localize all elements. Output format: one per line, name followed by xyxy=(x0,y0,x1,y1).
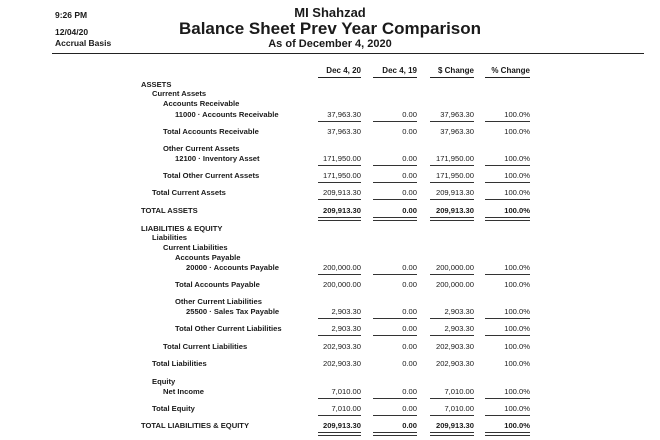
value-prior: 0.00 xyxy=(402,127,417,136)
value-current: 2,903.30 xyxy=(331,307,361,316)
subtotal-underline xyxy=(318,199,361,200)
row-label: Equity xyxy=(152,377,176,386)
value-dollar-change: 200,000.00 xyxy=(435,263,474,272)
row-label: Total Other Current Assets xyxy=(163,171,260,180)
table-row xyxy=(0,171,660,181)
row-label: TOTAL ASSETS xyxy=(141,206,198,215)
row-label: Total Other Current Liabilities xyxy=(175,324,282,333)
value-current: 2,903.30 xyxy=(331,324,361,333)
row-label: ASSETS xyxy=(141,80,172,89)
subtotal-underline xyxy=(430,335,474,336)
value-prior: 0.00 xyxy=(402,421,417,430)
value-prior: 0.00 xyxy=(402,206,417,215)
subtotal-underline xyxy=(485,335,530,336)
table-row xyxy=(0,206,660,216)
row-label: Total Liabilities xyxy=(152,359,207,368)
value-current: 171,950.00 xyxy=(322,171,361,180)
print-time: 9:26 PM xyxy=(55,10,88,20)
subtotal-underline xyxy=(485,398,530,399)
subtotal-underline xyxy=(430,121,474,122)
subtotal-underline xyxy=(318,274,361,275)
value-percent-change: 100.0% xyxy=(504,171,530,180)
subtotal-underline xyxy=(485,182,530,183)
row-label: LIABILITIES & EQUITY xyxy=(141,224,223,233)
subtotal-underline xyxy=(318,398,361,399)
print-date: 12/04/20 xyxy=(55,27,89,37)
value-current: 7,010.00 xyxy=(331,404,361,413)
section-heading-row xyxy=(0,233,660,243)
subtotal-underline xyxy=(318,335,361,336)
section-heading-row xyxy=(0,297,660,307)
table-row xyxy=(0,280,660,290)
subtotal-underline xyxy=(430,415,474,416)
table-row xyxy=(0,342,660,352)
subtotal-underline xyxy=(318,121,361,122)
value-percent-change: 100.0% xyxy=(504,421,530,430)
accounting-basis: Accrual Basis xyxy=(55,38,112,48)
subtotal-underline xyxy=(485,165,530,166)
double-underline xyxy=(485,217,530,221)
value-dollar-change: 171,950.00 xyxy=(435,154,474,163)
value-current: 209,913.30 xyxy=(322,188,361,197)
section-heading-row xyxy=(0,243,660,253)
row-label: Other Current Assets xyxy=(163,144,240,153)
row-label: 12100 · Inventory Asset xyxy=(175,154,260,163)
value-dollar-change: 171,950.00 xyxy=(435,171,474,180)
subtotal-underline xyxy=(318,165,361,166)
value-prior: 0.00 xyxy=(402,171,417,180)
section-heading-row xyxy=(0,99,660,109)
row-label: Total Current Liabilities xyxy=(163,342,248,351)
section-heading-row xyxy=(0,377,660,387)
value-percent-change: 100.0% xyxy=(504,359,530,368)
value-current: 200,000.00 xyxy=(322,280,361,289)
row-label: Total Accounts Receivable xyxy=(163,127,259,136)
value-percent-change: 100.0% xyxy=(504,280,530,289)
value-percent-change: 100.0% xyxy=(504,127,530,136)
row-label: Total Accounts Payable xyxy=(175,280,260,289)
double-underline xyxy=(373,432,417,436)
row-label: Current Assets xyxy=(152,89,207,98)
value-prior: 0.00 xyxy=(402,280,417,289)
column-header-current: Dec 4, 20 xyxy=(318,66,361,78)
row-label: Total Equity xyxy=(152,404,195,413)
row-label: Accounts Receivable xyxy=(163,99,240,108)
subtotal-underline xyxy=(373,199,417,200)
value-percent-change: 100.0% xyxy=(504,387,530,396)
subtotal-underline xyxy=(373,398,417,399)
subtotal-underline xyxy=(430,199,474,200)
column-header-prior: Dec 4, 19 xyxy=(373,66,417,78)
subtotal-underline xyxy=(485,199,530,200)
value-current: 209,913.30 xyxy=(322,421,361,430)
value-dollar-change: 202,903.30 xyxy=(435,359,474,368)
value-dollar-change: 200,000.00 xyxy=(435,280,474,289)
value-percent-change: 100.0% xyxy=(504,110,530,119)
value-dollar-change: 209,913.30 xyxy=(435,188,474,197)
report-title: Balance Sheet Prev Year Comparison xyxy=(178,19,482,38)
row-label: Net Income xyxy=(163,387,204,396)
value-prior: 0.00 xyxy=(402,387,417,396)
subtotal-underline xyxy=(373,318,417,319)
row-label: 11000 · Accounts Receivable xyxy=(175,110,279,119)
value-prior: 0.00 xyxy=(402,263,417,272)
value-current: 37,963.30 xyxy=(327,110,361,119)
header-divider xyxy=(52,53,644,54)
subtotal-underline xyxy=(485,415,530,416)
double-underline xyxy=(430,432,474,436)
value-percent-change: 100.0% xyxy=(504,324,530,333)
value-percent-change: 100.0% xyxy=(504,342,530,351)
value-prior: 0.00 xyxy=(402,110,417,119)
value-dollar-change: 2,903.30 xyxy=(444,324,474,333)
row-label: Total Current Assets xyxy=(152,188,226,197)
subtotal-underline xyxy=(373,415,417,416)
value-prior: 0.00 xyxy=(402,342,417,351)
subtotal-underline xyxy=(318,182,361,183)
subtotal-underline xyxy=(318,415,361,416)
value-prior: 0.00 xyxy=(402,154,417,163)
subtotal-underline xyxy=(373,182,417,183)
value-current: 209,913.30 xyxy=(322,206,361,215)
value-percent-change: 100.0% xyxy=(504,206,530,215)
double-underline xyxy=(430,217,474,221)
value-dollar-change: 209,913.30 xyxy=(435,421,474,430)
table-row xyxy=(0,110,660,120)
row-label: 20000 · Accounts Payable xyxy=(186,263,279,272)
value-percent-change: 100.0% xyxy=(504,307,530,316)
value-dollar-change: 37,963.30 xyxy=(440,110,474,119)
value-current: 202,903.30 xyxy=(322,342,361,351)
value-prior: 0.00 xyxy=(402,359,417,368)
subtotal-underline xyxy=(430,182,474,183)
column-header-percent-change: % Change xyxy=(485,66,530,78)
value-percent-change: 100.0% xyxy=(504,188,530,197)
row-label: Liabilities xyxy=(152,233,188,242)
report-date: As of December 4, 2020 xyxy=(268,38,392,50)
section-heading-row xyxy=(0,89,660,99)
value-current: 200,000.00 xyxy=(322,263,361,272)
column-header-dollar-change: $ Change xyxy=(430,66,474,78)
value-current: 202,903.30 xyxy=(322,359,361,368)
subtotal-underline xyxy=(430,398,474,399)
row-label: Current Liabilities xyxy=(163,243,228,252)
subtotal-underline xyxy=(373,121,417,122)
table-row xyxy=(0,263,660,273)
subtotal-underline xyxy=(485,274,530,275)
value-current: 37,963.30 xyxy=(327,127,361,136)
table-row xyxy=(0,359,660,369)
value-prior: 0.00 xyxy=(402,307,417,316)
subtotal-underline xyxy=(430,318,474,319)
double-underline xyxy=(318,217,361,221)
table-row xyxy=(0,324,660,334)
value-dollar-change: 7,010.00 xyxy=(444,404,474,413)
value-dollar-change: 209,913.30 xyxy=(435,206,474,215)
row-label: Accounts Payable xyxy=(175,253,241,262)
subtotal-underline xyxy=(485,121,530,122)
subtotal-underline xyxy=(430,274,474,275)
value-dollar-change: 37,963.30 xyxy=(440,127,474,136)
value-prior: 0.00 xyxy=(402,404,417,413)
value-dollar-change: 202,903.30 xyxy=(435,342,474,351)
company-name: MI Shahzad xyxy=(294,5,366,20)
table-row xyxy=(0,387,660,397)
table-row xyxy=(0,188,660,198)
double-underline xyxy=(485,432,530,436)
subtotal-underline xyxy=(373,165,417,166)
table-row xyxy=(0,404,660,414)
subtotal-underline xyxy=(485,318,530,319)
subtotal-underline xyxy=(373,335,417,336)
double-underline xyxy=(318,432,361,436)
table-row xyxy=(0,127,660,137)
table-row xyxy=(0,307,660,317)
double-underline xyxy=(373,217,417,221)
value-current: 171,950.00 xyxy=(322,154,361,163)
value-prior: 0.00 xyxy=(402,188,417,197)
value-dollar-change: 2,903.30 xyxy=(444,307,474,316)
section-heading-row xyxy=(0,253,660,263)
value-percent-change: 100.0% xyxy=(504,404,530,413)
table-row xyxy=(0,154,660,164)
subtotal-underline xyxy=(318,318,361,319)
value-prior: 0.00 xyxy=(402,324,417,333)
value-dollar-change: 7,010.00 xyxy=(444,387,474,396)
section-heading-row xyxy=(0,144,660,154)
row-label: TOTAL LIABILITIES & EQUITY xyxy=(141,421,250,430)
value-percent-change: 100.0% xyxy=(504,154,530,163)
row-label: 25500 · Sales Tax Payable xyxy=(186,307,280,316)
row-label: Other Current Liabilities xyxy=(175,297,262,306)
subtotal-underline xyxy=(430,165,474,166)
subtotal-underline xyxy=(373,274,417,275)
value-current: 7,010.00 xyxy=(331,387,361,396)
value-percent-change: 100.0% xyxy=(504,263,530,272)
table-row xyxy=(0,421,660,431)
